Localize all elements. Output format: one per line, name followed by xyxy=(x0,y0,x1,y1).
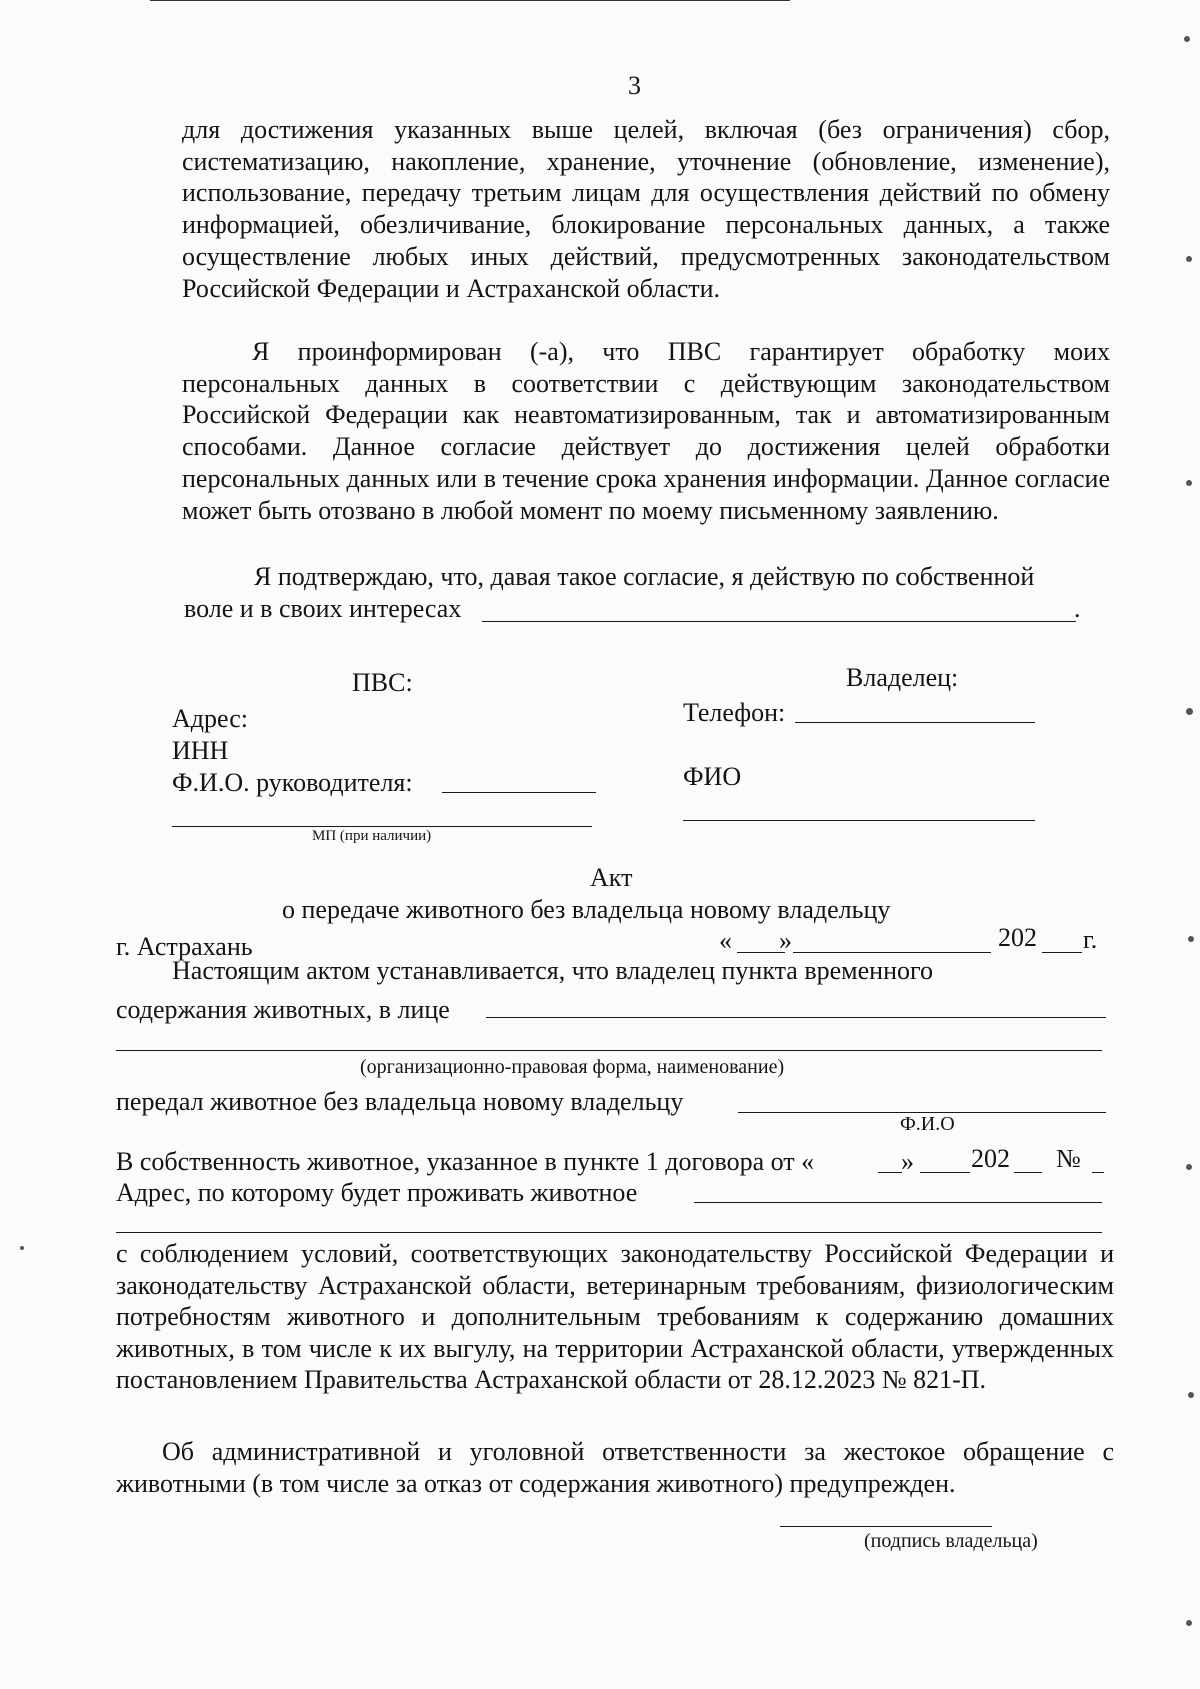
act-contract-year-blank xyxy=(1014,1172,1042,1173)
act-day-blank xyxy=(737,952,785,953)
act-liability-paragraph: Об административной и уголовной ответственности за жестокое обращение с животными (в том числе за отказ от содержания животного) предупрежден. xyxy=(116,1437,1114,1498)
act-ownership-year: 202 xyxy=(971,1144,1010,1173)
act-representative-blank xyxy=(486,1017,1106,1018)
act-date-close-quote: » xyxy=(779,926,792,955)
owner-signature-line xyxy=(683,820,1035,821)
act-line-2: содержания животных, в лице xyxy=(116,995,450,1024)
act-line-1: Настоящим актом устанавливается, что владелец пункта временного xyxy=(172,956,933,985)
act-subtitle: о передаче животного без владельца новому владельцу xyxy=(282,895,891,924)
act-address-line: Адрес, по которому будет проживать животное xyxy=(116,1178,638,1207)
act-transfer-label: передал животное без владельца новому владельцу xyxy=(116,1087,684,1116)
act-org-blank xyxy=(116,1050,1102,1051)
top-scan-edge xyxy=(150,0,790,1)
act-fio-note: Ф.И.О xyxy=(900,1113,955,1135)
act-ownership-close-quote: » xyxy=(901,1147,914,1176)
act-year-prefix: 202 xyxy=(998,923,1037,952)
scan-speck xyxy=(1184,36,1190,42)
act-contract-month-blank xyxy=(920,1172,970,1173)
owner-phone-blank xyxy=(795,722,1035,723)
consent-paragraph-3-line-2: воле и в своих интересах xyxy=(184,594,462,623)
act-title: Акт xyxy=(590,863,633,892)
act-city: г. Астрахань xyxy=(116,932,253,961)
act-date-open-quote: « xyxy=(719,926,732,955)
owner-phone-label: Телефон: xyxy=(683,698,786,727)
act-contract-day-blank xyxy=(878,1172,902,1173)
act-month-blank xyxy=(793,952,991,953)
act-org-note: (организационно-правовая форма, наименование) xyxy=(360,1056,785,1078)
pvs-signature-line xyxy=(172,826,592,827)
pvs-head-name-blank xyxy=(442,792,596,793)
pvs-address-label: Адрес: xyxy=(172,704,248,733)
act-address-blank-1 xyxy=(694,1202,1102,1203)
act-contract-number-blank xyxy=(1092,1172,1104,1173)
scan-speck xyxy=(1188,1392,1194,1398)
act-conditions-paragraph: с соблюдением условий, соответствующих законодательству Российской Федерации и законодательству Астраханской области, ветеринарным требованиям, физиологическим потребностям животного и дополнительным требованиям к содержанию домашних животных, в том числе к их выгулу, на территории Астраханской области, утвержденных постановлением Правительства Астраханской области от 28.12.2023 № 821-П. xyxy=(116,1239,1114,1394)
scan-speck xyxy=(1186,256,1192,262)
pvs-inn-label: ИНН xyxy=(172,736,229,765)
consent-paragraph-2: Я проинформирован (-а), что ПВС гарантирует обработку моих персональных данных в соответствии с действующим законодательством Российской Федерации как неавтоматизированным, так и автоматизированным способами. Данное согласие действует до достижения целей обработки персональных данных или в течение срока хранения информации. Данное согласие может быть отозвано в любой момент по моему письменному заявлению. xyxy=(182,337,1110,525)
page-number: 3 xyxy=(628,71,641,100)
scan-speck xyxy=(1186,1620,1192,1626)
act-ownership-line: В собственность животное, указанное в пункте 1 договора от « xyxy=(116,1147,815,1176)
scan-speck xyxy=(1186,1164,1192,1170)
consent-period: . xyxy=(1074,594,1081,623)
act-ownership-number-sign: № xyxy=(1056,1144,1081,1173)
owner-final-signature-line xyxy=(780,1526,992,1527)
consent-paragraph-1: для достижения указанных выше целей, включая (без ограничения) сбор, систематизацию, накопление, хранение, уточнение (обновление, изменение), использование, передачу третьим лицам для осуществления действий по обмену информацией, обезличивание, блокирование персональных данных, а также осуществление любых иных действий, предусмотренных законодательством Российской Федерации и Астраханской области. xyxy=(182,115,1110,303)
scan-speck xyxy=(20,1246,24,1250)
seal-note: МП (при наличии) xyxy=(312,828,432,844)
scan-speck xyxy=(1186,480,1192,486)
owner-signature-note: (подпись владельца) xyxy=(864,1530,1038,1552)
owner-heading: Владелец: xyxy=(846,663,959,692)
owner-name-label: ФИО xyxy=(683,762,742,791)
consent-interest-blank xyxy=(482,621,1076,622)
act-year-suffix: г. xyxy=(1083,925,1098,954)
consent-paragraph-3-line-1: Я подтверждаю, что, давая такое согласие, я действую по собственной xyxy=(254,562,1035,591)
scan-speck xyxy=(1186,708,1193,715)
act-year-blank xyxy=(1042,952,1082,953)
pvs-heading: ПВС: xyxy=(352,668,413,697)
scan-speck xyxy=(1188,936,1194,942)
pvs-head-name-label: Ф.И.О. руководителя: xyxy=(172,768,413,797)
act-address-blank-2 xyxy=(116,1232,1102,1233)
